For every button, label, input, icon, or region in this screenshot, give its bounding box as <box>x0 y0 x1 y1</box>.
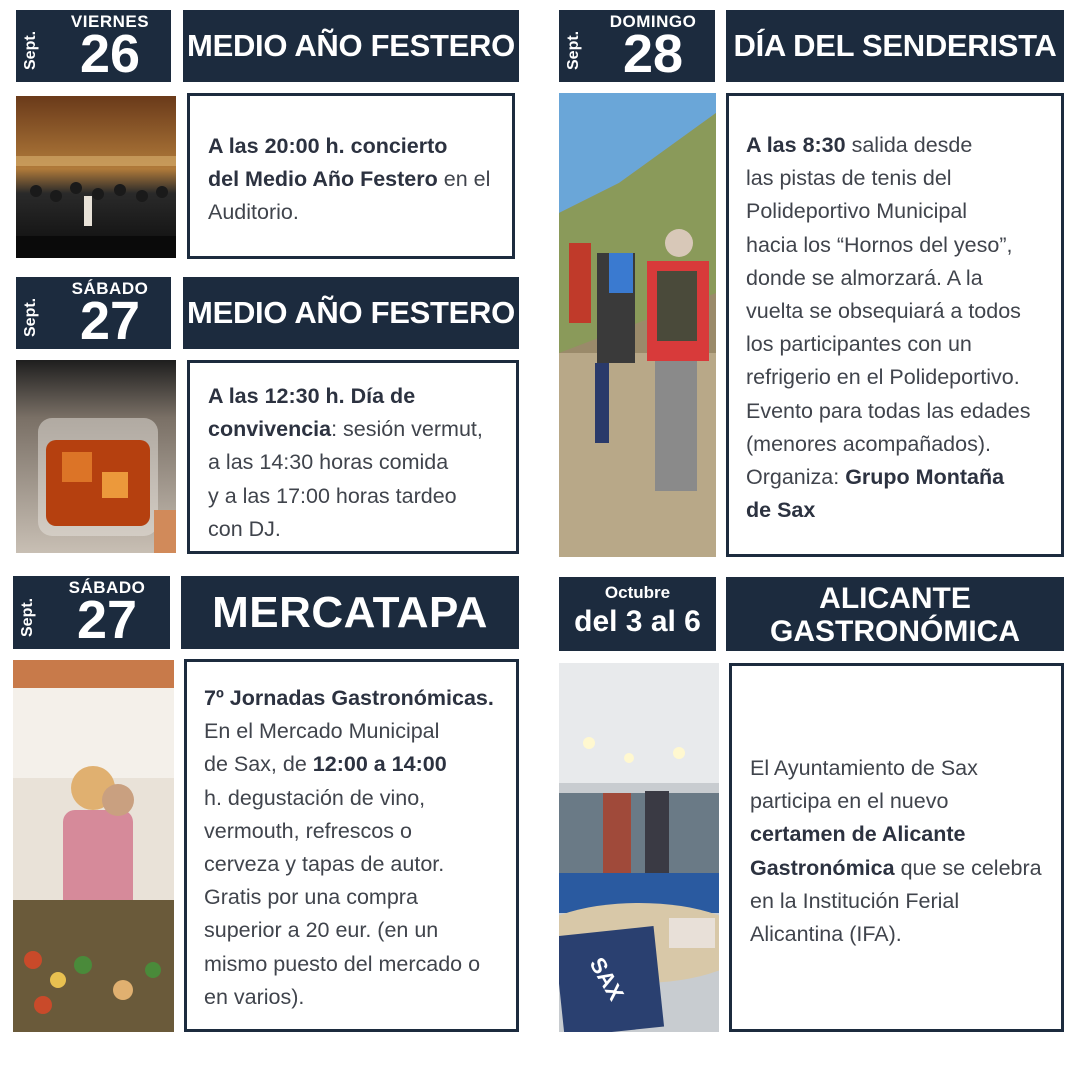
date-badge-sept-27 <box>16 277 171 349</box>
vermouth-photo <box>16 360 176 553</box>
month-label: Sept. <box>19 597 36 637</box>
weekday-label: SÁBADO <box>71 279 149 298</box>
day-number: 27 <box>79 291 141 351</box>
event-description-box <box>726 93 1064 557</box>
month-label: Sept. <box>565 30 582 70</box>
market-photo <box>13 660 174 1032</box>
event-description: 7º Jornadas Gastronómicas. En el Mercado Municipal de Sax, de 12:00 a 14:00 h. degustación de vino, vermouth, refrescos o cerveza y tapas de autor. Gratis por una compra superior a 20 eur. (en un mismo puesto del mercado o en varios). <box>204 686 494 1009</box>
title-line-2: GASTRONÓMICA <box>770 615 1020 648</box>
day-number: 26 <box>79 24 141 84</box>
date-range: del 3 al 6 <box>574 605 701 638</box>
event-title-alicante-gastronomica <box>726 577 1064 651</box>
fair-photo <box>559 663 719 1032</box>
event-title-mercatapa: MERCATAPA <box>181 576 519 649</box>
day-number: 28 <box>622 24 684 84</box>
title-line-1: ALICANTE <box>819 582 971 615</box>
event-description: A las 12:30 h. Día de convivencia: sesión vermut, a las 14:30 horas comida y a las 17:00 horas tardeo con DJ. <box>208 384 483 541</box>
month-label: Sept. <box>22 30 39 70</box>
sax-banner-text: SAX <box>584 953 629 1005</box>
event-description-box <box>729 663 1064 1032</box>
hikers-photo <box>559 93 716 557</box>
event-description-box <box>187 360 519 554</box>
event-title-medio-ano-festero-27: MEDIO AÑO FESTERO <box>183 277 519 349</box>
month-label: Sept. <box>22 297 39 337</box>
event-description: El Ayuntamiento de Sax participa en el nuevo certamen de Alicante Gastronómica que se celebra en la Institución Ferial Alicantina (IFA). <box>750 756 1042 947</box>
event-description: A las 20:00 h. concierto del Medio Año Festero en el Auditorio. <box>208 134 491 225</box>
date-badge-sept-27-mercatapa <box>13 576 170 649</box>
event-title-medio-ano-festero-26: MEDIO AÑO FESTERO <box>183 10 519 82</box>
event-description-box <box>187 93 515 259</box>
date-badge-octubre <box>559 577 716 651</box>
weekday-label: VIERNES <box>70 12 150 31</box>
date-badge-sept-26 <box>16 10 171 82</box>
month-label: Octubre <box>604 583 671 602</box>
weekday-label: SÁBADO <box>68 578 146 597</box>
event-title-dia-del-senderista: DÍA DEL SENDERISTA <box>726 10 1064 82</box>
weekday-label: DOMINGO <box>609 12 697 31</box>
concert-photo <box>16 96 176 258</box>
date-badge-sept-28 <box>559 10 715 82</box>
event-description: A las 8:30 salida desde las pistas de tenis del Polideportivo Municipal hacia los “Hornos del yeso”, donde se almorzará. A la vuelta se obsequiará a todos los participantes con un refrigerio en el Polideportivo. Evento para todas las edades (menores acompañados). Organiza: Grupo Montaña de Sax <box>746 133 1031 523</box>
event-description-box <box>184 659 519 1032</box>
day-number: 27 <box>76 590 138 650</box>
